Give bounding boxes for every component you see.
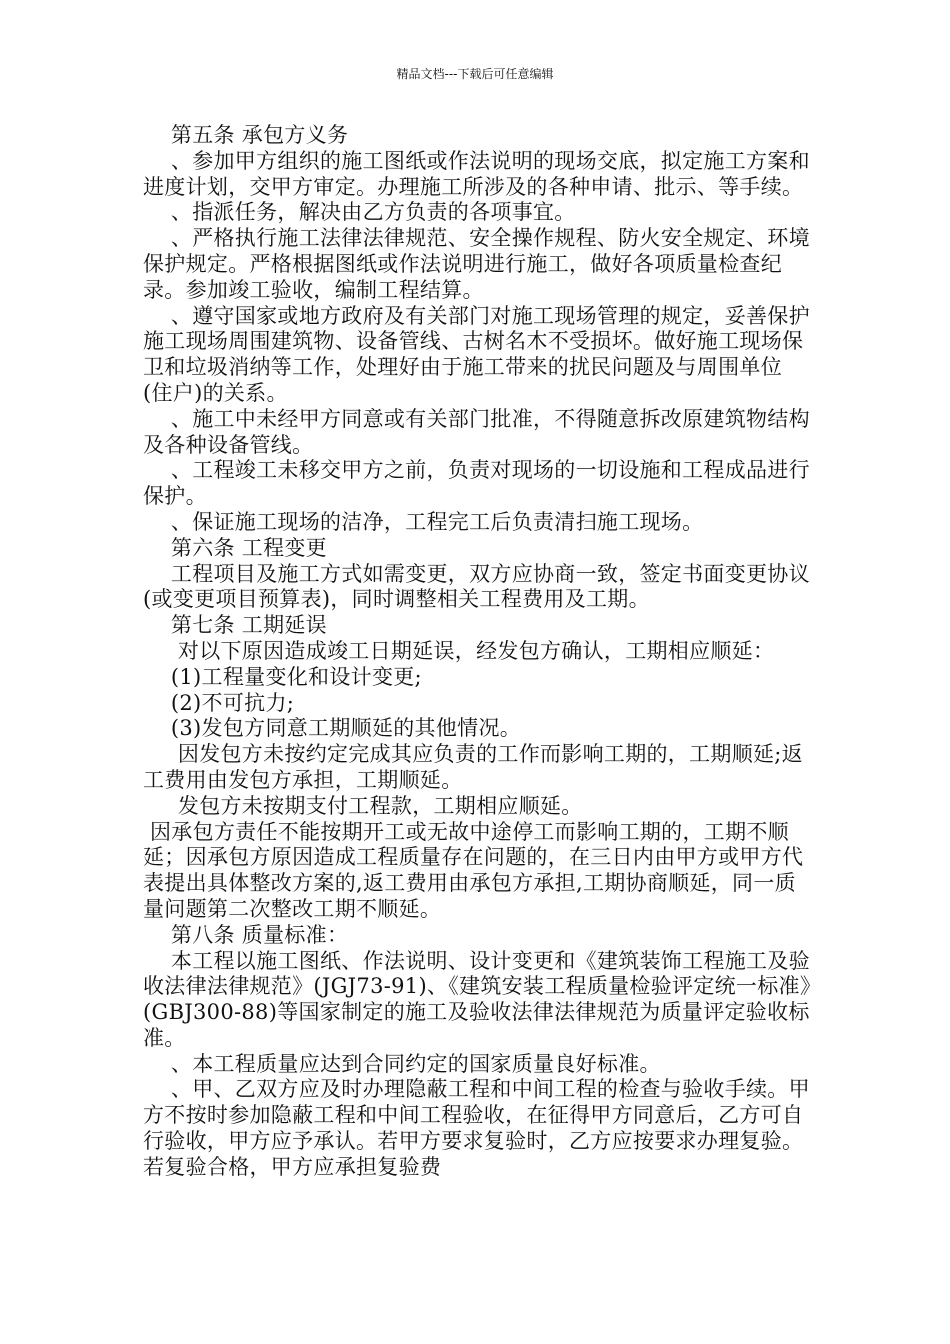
paragraph: 对以下原因造成竣工日期延误，经发包方确认，工期相应顺延：	[143, 638, 775, 663]
list-item: (2)不可抗力;	[143, 690, 295, 715]
paragraph: 因发包方未按约定完成其应负责的工作而影响工期的，工期顺延;返工费用由发包方承担，工期顺延。	[143, 742, 803, 792]
paragraph: 、甲、乙双方应及时办理隐蔽工程和中间工程的检查与验收手续。甲方不按时参加隐蔽工程和中间工程验收，在征得甲方同意后，乙方可自行验收，甲方应予承认。若甲方要求复验时，乙方应按要求办理复验。若复验合格，甲方应承担复验费	[143, 1077, 810, 1179]
paragraph: 工程项目及施工方式如需变更，双方应协商一致，签定书面变更协议(或变更项目预算表)，同时调整相关工程费用及工期。	[143, 561, 810, 612]
article-8-heading: 第八条 质量标准：	[143, 922, 349, 947]
paragraph: 、严格执行施工法律法律规范、安全操作规程、防火安全规定、环境保护规定。严格根据图纸或作法说明进行施工，做好各项质量检查纪录。参加竣工验收，编制工程结算。	[143, 226, 810, 302]
paragraph: 发包方未按期支付工程款，工期相应顺延。	[143, 793, 583, 818]
paragraph: 、指派任务，解决由乙方负责的各项事宜。	[143, 200, 576, 225]
list-item: (1)工程量变化和设计变更;	[143, 664, 422, 689]
paragraph: 、参加甲方组织的施工图纸或作法说明的现场交底，拟定施工方案和进度计划，交甲方审定。办理施工所涉及的各种申请、批示、等手续。	[143, 148, 810, 199]
paragraph: 本工程以施工图纸、作法说明、设计变更和《建筑装饰工程施工及验收法律法律规范》(JGJ73-91)、《建筑安装工程质量检验评定统一标准》(GBJ300-88)等国家制定的施工及验收法律法律规范为质量评定验收标准。	[143, 948, 811, 1050]
paragraph: 、工程竣工未移交甲方之前，负责对现场的一切设施和工程成品进行保护。	[143, 458, 810, 509]
page-header: 精品文档---下载后可任意编辑	[396, 67, 554, 81]
document-body	[143, 123, 811, 1181]
paragraph: 、遵守国家或地方政府及有关部门对施工现场管理的规定，妥善保护施工现场周围建筑物、设备管线、古树名木不受损坏。做好施工现场保卫和垃圾消纳等工作，处理好由于施工带来的扰民问题及与周围单位(住户)的关系。	[143, 303, 810, 405]
article-5-heading: 第五条 承包方义务	[143, 123, 349, 147]
paragraph: 、施工中未经甲方同意或有关部门批准，不得随意拆改原建筑物结构及各种设备管线。	[143, 406, 810, 457]
paragraph: 因承包方责任不能按期开工或无故中途停工而影响工期的，工期不顺延；因承包方原因造成工程质量存在问题的，在三日内由甲方或甲方代表提出具体整改方案的,返工费用由承包方承担,工期协商顺延，同一质量问题第二次整改工期不顺延。	[143, 819, 804, 921]
list-item: (3)发包方同意工期顺延的其他情况。	[143, 716, 522, 741]
paragraph: 、本工程质量应达到合同约定的国家质量良好标准。	[143, 1051, 661, 1076]
paragraph: 、保证施工现场的洁净，工程完工后负责清扫施工现场。	[143, 509, 704, 534]
article-7-heading: 第七条 工期延误	[143, 613, 327, 638]
article-6-heading: 第六条 工程变更	[143, 535, 327, 560]
